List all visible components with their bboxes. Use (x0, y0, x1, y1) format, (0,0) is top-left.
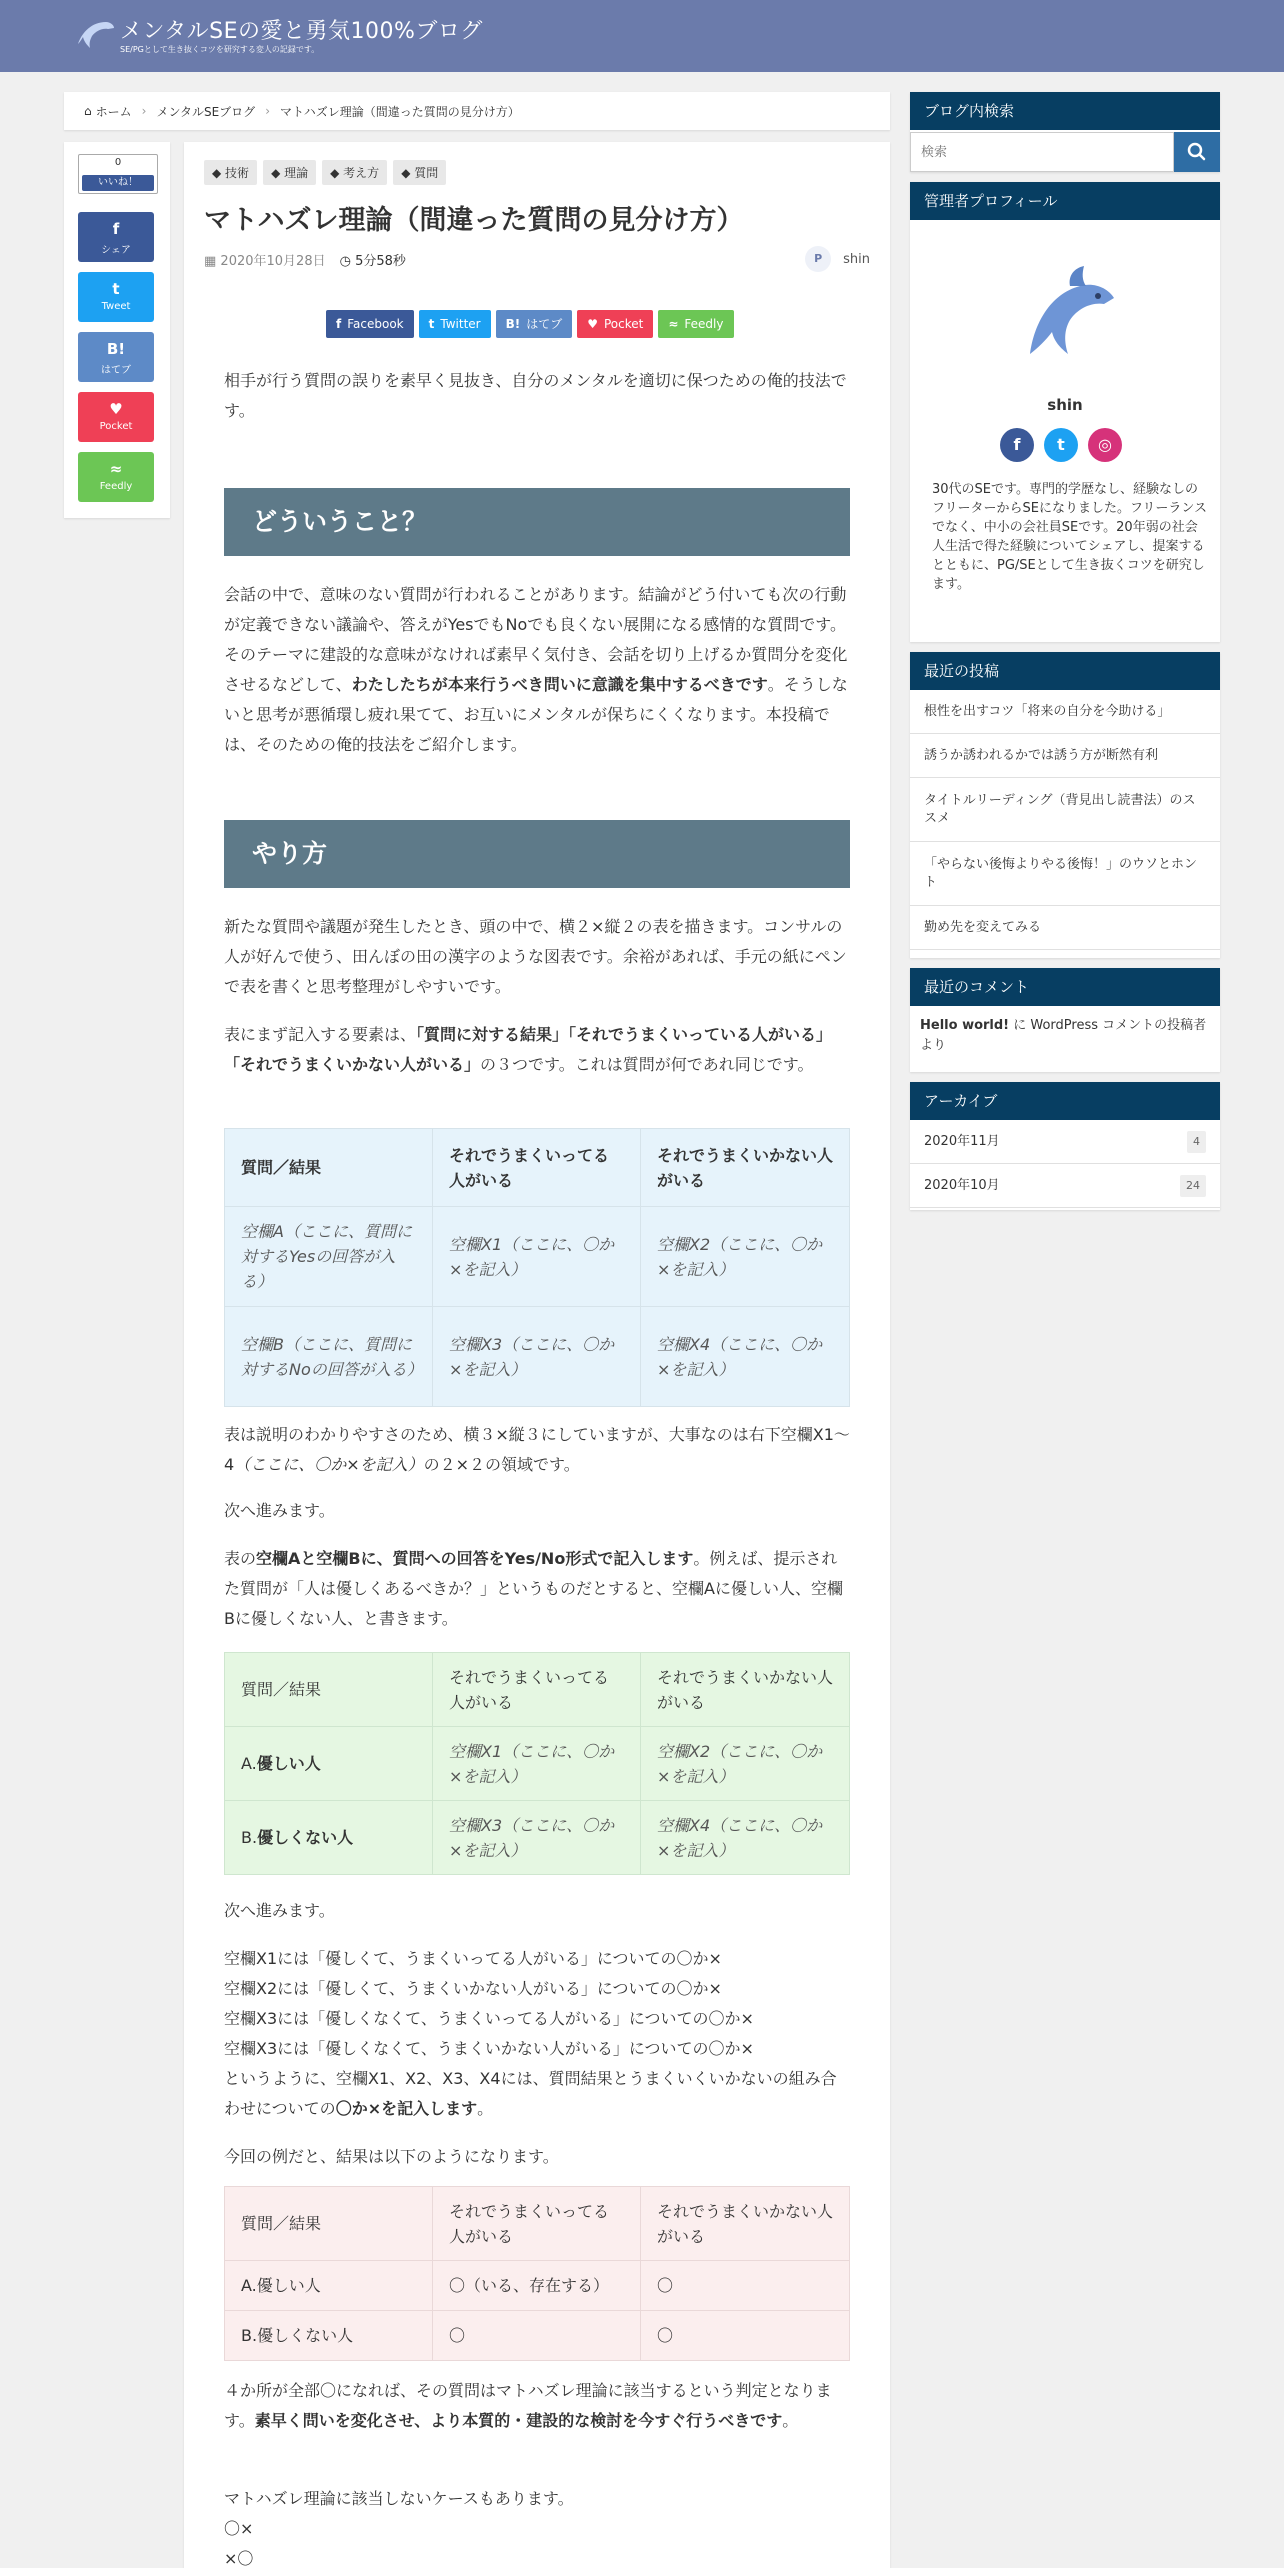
recent-posts-widget (910, 652, 1220, 958)
clock-icon: ◷ (339, 254, 356, 269)
profile-widget (910, 182, 1220, 642)
share-facebook-button[interactable] (326, 310, 414, 338)
comment-post-link[interactable]: Hello world! (920, 1018, 1010, 1033)
feedly-icon: ≈ (668, 317, 679, 331)
paragraph (224, 1544, 850, 1634)
search-button[interactable] (1174, 132, 1220, 172)
hatena-icon: B! (505, 317, 521, 331)
table-row (225, 2261, 850, 2311)
paragraph: 新たな質問や議題が発生したとき、頭の中で、横２×縦２の表を描きます。コンサルの人が好んで使う、田んぼの田の漢字のような図表です。余裕があれば、手元の紙にペンで表を書くと思考整理がしやすいです。 (224, 917, 847, 996)
tag-label: 質問 (414, 166, 439, 180)
archive-count: 24 (1180, 1175, 1206, 1197)
text: B. (241, 1828, 258, 1847)
pocket-button[interactable] (78, 392, 154, 442)
intro-paragraph: 相手が行う質問の誤りを素早く見抜き、自分のメンタルを適切に保つための俺的技法です。 (224, 371, 847, 420)
table-cell: 空欄X1（ここに、〇か×を記入） (433, 1207, 641, 1307)
table-header: それでうまくいかない人がいる (641, 1653, 850, 1727)
calendar-icon: ▦ (204, 254, 221, 269)
read-time: 5分58秒 (355, 254, 406, 269)
text-line: 〇× (224, 2519, 254, 2538)
widget-title: 最近の投稿 (910, 652, 1220, 690)
text-line: ×〇 (224, 2549, 254, 2568)
hatena-label: はてブ (101, 365, 131, 376)
twitter-icon: t (112, 280, 120, 298)
archive-link[interactable] (910, 1164, 1220, 1208)
archive-link[interactable] (910, 1120, 1220, 1164)
sns-side-panel (64, 142, 170, 518)
breadcrumb (64, 92, 890, 130)
post-date: 2020年10月28日 (220, 254, 326, 269)
archive-label: 2020年10月 (924, 1177, 1000, 1193)
table-row (225, 1307, 850, 1407)
table-header: 質問／結果 (225, 1129, 433, 1207)
text: A. (241, 1754, 257, 1773)
text: 会話の中で、意味のない質問が行われることがあります。結論がどう付いても次の行動が定義できない議論や、答えがYesでもNoでも良くない展開になる感情的な質問です。そのテーマに建設的な意味がなければ素早く気付き、会話を切り上げるか質問分を変化させるなどして、 (224, 585, 848, 694)
table-header: それでうまくいかない人がいる (641, 2187, 850, 2261)
text: 。 (477, 2099, 494, 2118)
table-header: 質問／結果 (225, 1653, 433, 1727)
table-header: それでうまくいってる人がいる (433, 1653, 641, 1727)
text: というように、空欄X1、X2、X3、X4には、質問結果とうまくいくいかないの組み合わせについての (224, 2069, 837, 2118)
table-header: それでうまくいってる人がいる (433, 1129, 641, 1207)
table-cell: 空欄X3（ここに、〇か×を記入） (433, 1307, 641, 1407)
feedly-button[interactable] (78, 452, 154, 502)
site-header (0, 0, 1284, 72)
chevron-right-icon: › (265, 104, 270, 118)
archive-label: 2020年11月 (924, 1133, 1000, 1149)
facebook-like-box[interactable] (78, 154, 158, 194)
bold-text: 「質問に対する結果」「それでうまくいっている人がいる」「それでうまくいかない人がいる」 (224, 1025, 833, 1074)
facebook-share-button[interactable] (78, 212, 154, 262)
example-table (224, 1652, 850, 1875)
table-cell: 〇 (433, 2311, 641, 2361)
share-hatena-label: はてブ (526, 317, 563, 331)
share-pocket-button[interactable] (577, 310, 653, 338)
feedly-label: Feedly (99, 481, 133, 492)
recent-post-link[interactable]: 勤め先を変えてみる (910, 906, 1220, 950)
author-avatar: P (805, 246, 831, 272)
instagram-icon[interactable]: ◎ (1088, 428, 1122, 462)
tweet-button[interactable] (78, 272, 154, 322)
tag-icon: ◆ (401, 166, 415, 180)
table-header: それでうまくいってる人がいる (433, 2187, 641, 2261)
table-header: それでうまくいかない人がいる (641, 1129, 850, 1207)
home-icon: ⌂ (84, 104, 92, 118)
breadcrumb-home[interactable]: ホーム (95, 104, 132, 119)
widget-title: アーカイブ (910, 1082, 1220, 1120)
table-header: 質問／結果 (225, 2187, 433, 2261)
bold-text: 素早く問いを変化させ、より本質的・建設的な検討を今すぐ行うべきです (254, 2411, 783, 2430)
table-row (225, 2311, 850, 2361)
table-row (225, 1207, 850, 1307)
article (184, 142, 890, 2568)
paragraph: 次へ進みます。 (224, 1901, 335, 1920)
dolphin-icon (72, 14, 116, 50)
paragraph (224, 1020, 850, 1080)
result-example-table (224, 2186, 850, 2361)
author[interactable] (805, 246, 870, 272)
dolphin-icon (1010, 254, 1120, 364)
breadcrumb-category[interactable]: メンタルSEブログ (156, 104, 256, 119)
tag-icon: ◆ (212, 166, 226, 180)
facebook-icon: f (336, 317, 342, 331)
hatena-icon: B! (106, 340, 126, 358)
paragraph: 今回の例だと、結果は以下のようになります。 (224, 2147, 559, 2166)
search-input[interactable] (910, 132, 1174, 172)
table-row (225, 1727, 850, 1801)
table-cell: 〇 (641, 2311, 850, 2361)
bold-text: 優しい人 (256, 1754, 321, 1773)
search-icon (1174, 132, 1220, 172)
paragraph (224, 1944, 850, 2124)
like-button[interactable]: いいね！ (82, 175, 154, 191)
table-cell (225, 1727, 433, 1801)
facebook-share-label: シェア (101, 245, 131, 256)
result-table (224, 1128, 850, 1407)
text: 表にまず記入する要素は、 (224, 1025, 417, 1044)
chevron-right-icon: › (141, 104, 147, 118)
archive-count: 4 (1187, 1131, 1206, 1153)
text: 表の (224, 1549, 257, 1568)
text: の３つです。これは質問が何であれ同じです。 (480, 1055, 814, 1074)
tag-item[interactable] (263, 160, 316, 185)
comment-item (910, 1006, 1220, 1066)
hatena-button[interactable] (78, 332, 154, 382)
table-cell: 空欄X2（ここに、〇か×を記入） (641, 1727, 850, 1801)
table-cell: A.優しい人 (225, 2261, 433, 2311)
facebook-icon: f (112, 220, 120, 238)
tweet-label: Tweet (101, 301, 131, 312)
article-title: マトハズレ理論（間違った質問の見分け方） (204, 205, 744, 236)
recent-comments-widget (910, 968, 1220, 1072)
tag-item[interactable] (322, 160, 387, 185)
text: 。 (782, 2411, 799, 2430)
text-line: 空欄X2には「優しくて、うまくいかない人がいる」についての〇か× (224, 1979, 722, 1998)
bold-text: 優しくない人 (257, 1828, 354, 1847)
recent-post-link[interactable]: 誘うか誘われるかでは誘う方が断然有利 (910, 734, 1220, 778)
text: ４か所が全部〇になれば、その質問はマトハズレ理論に該当するという判定となります。 (224, 2381, 832, 2430)
pocket-label: Pocket (99, 421, 133, 432)
recent-post-link[interactable]: 「やらない後悔よりやる後悔！」のウソとホント (910, 842, 1220, 906)
bold-text: わたしたちが本来行うべき問いに意識を集中するべきです (351, 675, 768, 694)
table-row (225, 1801, 850, 1875)
pocket-icon: ♥ (109, 400, 123, 418)
tag-label: 技術 (225, 166, 250, 180)
text-line: マトハズレ理論に該当しないケースもあります。 (224, 2489, 574, 2508)
site-tagline: SE/PGとして生き抜くコツを研究する変人の記録です。 (120, 45, 320, 54)
text-line: 空欄X3には「優しくなくて、うまくいかない人がいる」についての〇か× (224, 2039, 754, 2058)
table-cell: 空欄B（ここに、質問に対するNoの回答が入る） (225, 1307, 433, 1407)
italic-text: （ここに、〇か×を記入） (234, 1455, 424, 1474)
table-cell: 空欄X3（ここに、〇か×を記入） (433, 1801, 641, 1875)
section-heading: やり方 (224, 820, 850, 888)
widget-title: 最近のコメント (910, 968, 1220, 1006)
table-row (225, 2187, 850, 2261)
bold-text: 〇か×を記入します (335, 2099, 478, 2118)
text: 。そうしないと思考が悪循環し疲れ果てて、お互いにメンタルが保ちにくくなります。本投稿では、そのための俺的技法をご紹介します。 (224, 675, 848, 754)
pocket-icon: ♥ (587, 317, 598, 331)
site-logo[interactable] (72, 14, 483, 54)
widget-title: 管理者プロフィール (910, 182, 1220, 220)
table-cell: 空欄X4（ここに、〇か×を記入） (641, 1307, 850, 1407)
tag-label: 理論 (284, 166, 309, 180)
text-line: 空欄X3には「優しくなくて、うまくいってる人がいる」についての〇か× (224, 2009, 754, 2028)
share-feedly-label: Feedly (684, 317, 724, 331)
paragraph: 次へ進みます。 (224, 1501, 335, 1520)
text: 。例えば、提示された質問が「人は優しくあるべきか？」というものだとすると、空欄Aに優しい人、空欄Bに優しくない人、と書きます。 (224, 1549, 843, 1628)
tag-icon: ◆ (271, 166, 285, 180)
table-cell: 〇 (641, 2261, 850, 2311)
table-cell: 空欄X4（ここに、〇か×を記入） (641, 1801, 850, 1875)
bold-text: 空欄Aと空欄Bに、質問への回答をYes/No形式で記入します (256, 1549, 694, 1568)
tag-item[interactable] (393, 160, 446, 185)
share-buttons (326, 310, 734, 338)
recent-post-link[interactable]: タイトルリーディング（背見出し読書法）のススメ (910, 778, 1220, 842)
paragraph (224, 2484, 850, 2568)
table-cell: 〇（いる、存在する） (433, 2261, 641, 2311)
search-widget (910, 92, 1220, 172)
table-cell (225, 1801, 433, 1875)
paragraph (224, 1420, 850, 1480)
tag-list (204, 160, 446, 185)
table-row (225, 1653, 850, 1727)
share-twitter-button[interactable] (419, 310, 491, 338)
table-row (225, 1129, 850, 1207)
recent-post-link[interactable]: 根性を出すコツ「将来の自分を今助ける」 (910, 690, 1220, 734)
profile-description: 30代のSEです。専門的学歴なし、経験なしのフリーターからSEになりました。フリーランスでなく、中小の会社員SEです。20年弱の社会人生活で得た経験についてシェアし、提案するとともに、PG/SEとして生き抜くコツを研究します。 (932, 482, 1208, 592)
table-cell: 空欄X1（ここに、〇か×を記入） (433, 1727, 641, 1801)
text: の２×２の領域です。 (423, 1455, 580, 1474)
tag-icon: ◆ (330, 166, 344, 180)
archive-widget (910, 1082, 1220, 1210)
text: 表は説明のわかりやすさのため、横３×縦３にしていますが、大事なのは右下空欄X1〜4 (224, 1425, 850, 1474)
text-line (224, 2064, 850, 2124)
table-cell: 空欄A（ここに、質問に対するYesの回答が入る） (225, 1207, 433, 1307)
section-heading: どういうこと？ (224, 488, 850, 556)
text-line: 空欄X1には「優しくて、うまくいってる人がいる」についての〇か× (224, 1949, 722, 1968)
paragraph (224, 580, 850, 760)
profile-social (1000, 428, 1122, 462)
twitter-icon[interactable]: t (1044, 428, 1078, 462)
breadcrumb-current: マトハズレ理論（間違った質問の見分け方） (280, 104, 520, 119)
profile-name: shin (1047, 396, 1083, 414)
tag-item[interactable] (204, 160, 257, 185)
site-title: メンタルSEの愛と勇気100%ブログ (120, 19, 483, 44)
author-name: shin (843, 251, 870, 267)
widget-title: ブログ内検索 (910, 92, 1220, 130)
share-feedly-button[interactable] (658, 310, 733, 338)
share-pocket-label: Pocket (604, 317, 644, 331)
table-cell: B.優しくない人 (225, 2311, 433, 2361)
comment-text: に WordPress コメントの投稿者 より (920, 1018, 1207, 1053)
share-hatena-button[interactable] (496, 310, 573, 338)
tag-label: 考え方 (343, 166, 380, 180)
feedly-icon: ≈ (109, 460, 123, 478)
like-count: 0 (114, 157, 122, 168)
twitter-icon: t (428, 317, 435, 331)
article-meta (204, 250, 406, 269)
table-cell: 空欄X2（ここに、〇か×を記入） (641, 1207, 850, 1307)
paragraph (224, 2376, 850, 2436)
facebook-icon[interactable]: f (1000, 428, 1034, 462)
share-twitter-label: Twitter (440, 317, 481, 331)
share-facebook-label: Facebook (347, 317, 404, 331)
